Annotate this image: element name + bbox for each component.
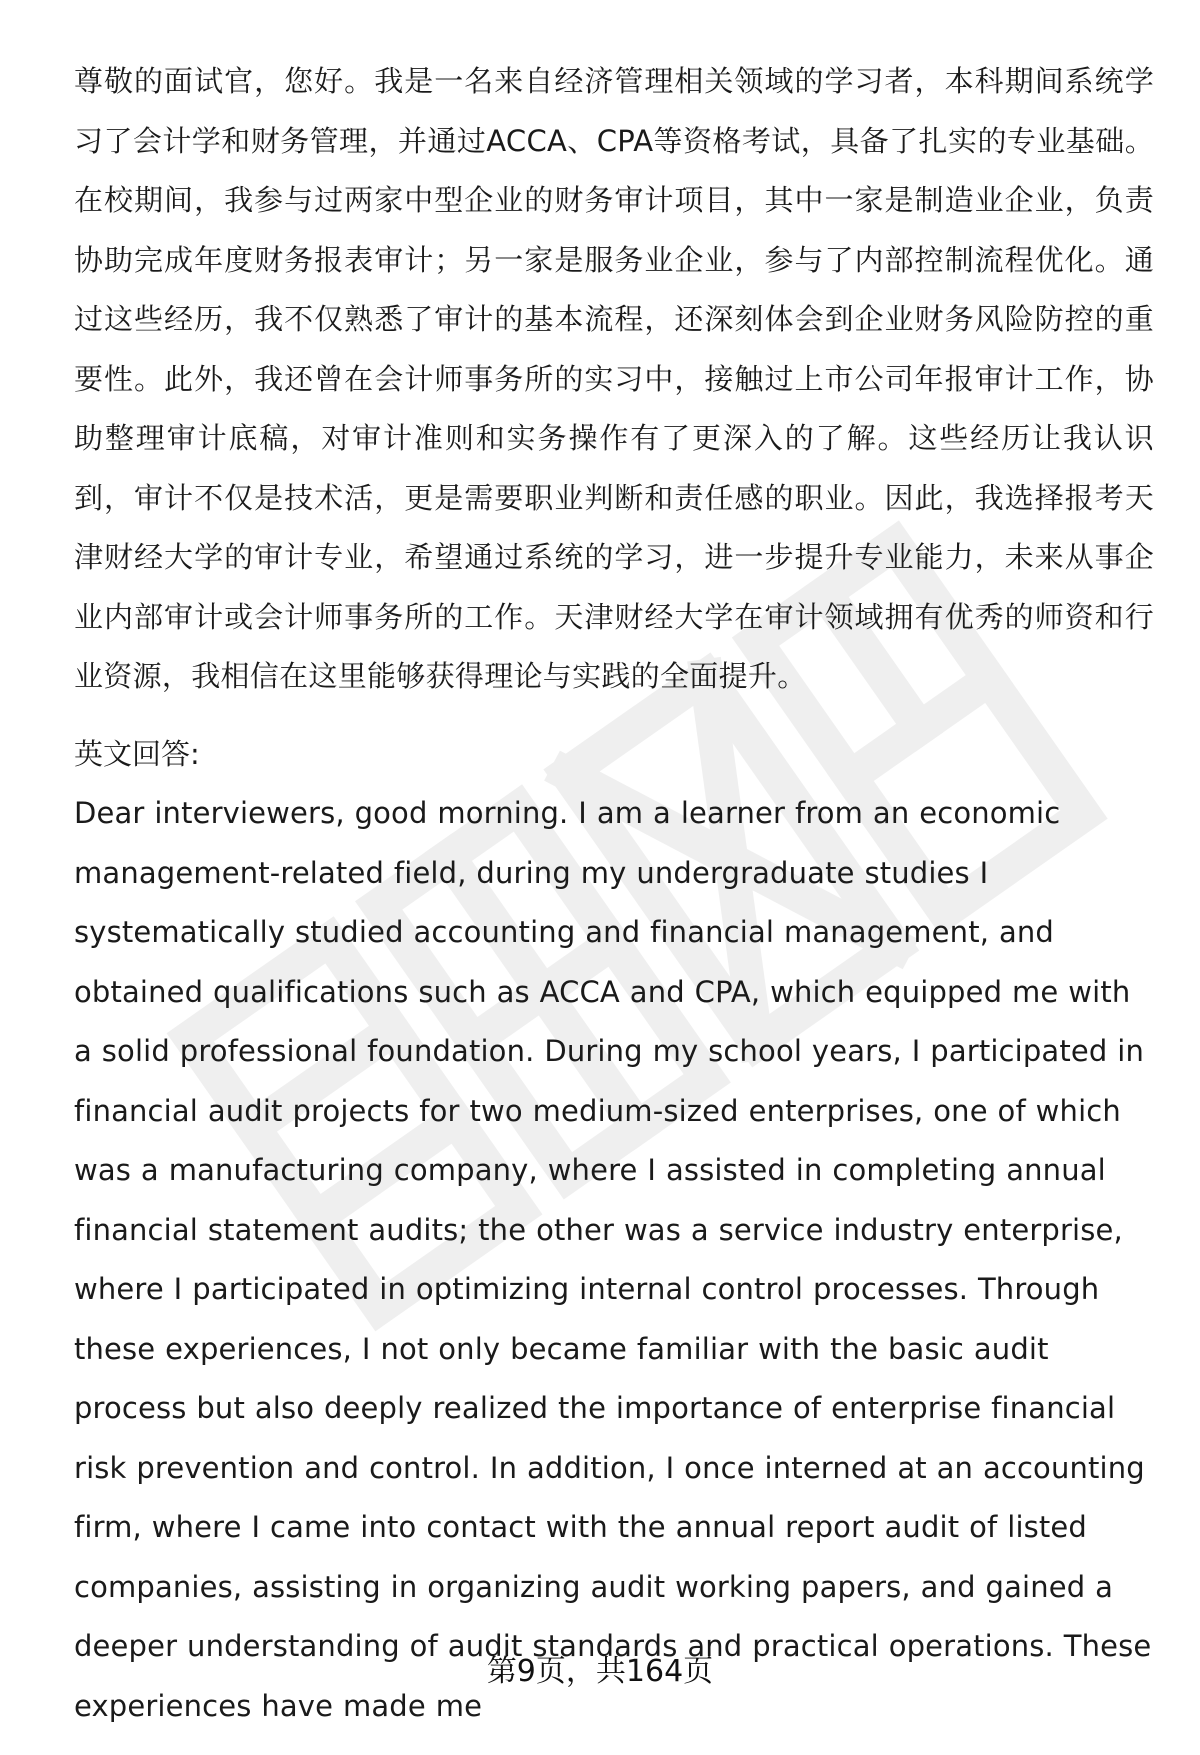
document-body [74,52,1154,1736]
page-number-footer: 第9页，共164页 [486,1654,714,1689]
english-answer-paragraph: Dear interviewers, good morning. I am a learner from an economic management-related field, during my undergraduate studies I systematically studied accounting and financial management, and obtained qualifications such as ACCA and CPA, which equipped me with a solid professional foundation. During my school years, I participated in financial audit projects for two medium-sized enterprises, one of which was a manufacturing company, where I assisted in completing annual financial statement audits; the other was a service industry enterprise, where I participated in optimizing internal control processes. Through these experiences, I not only became familiar with the basic audit process but also deeply realized the importance of enterprise financial risk prevention and control. In addition, I once interned at an accounting firm, where I came into contact with the annual report audit of listed companies, assisting in organizing audit working papers, and gained a deeper understanding of audit standards and practical operations. These experiences have made me [74,796,1152,1723]
english-answer-label: 英文回答: [74,736,200,771]
chinese-answer-paragraph: 尊敬的面试官，您好。我是一名来自经济管理相关领域的学习者，本科期间系统学习了会计学和财务管理，并通过ACCA、CPA等资格考试，具备了扎实的专业基础。在校期间，我参与过两家中型企业的财务审计项目，其中一家是制造业企业，负责协助完成年度财务报表审计；另一家是服务业企业，参与了内部控制流程优化。通过这些经历，我不仅熟悉了审计的基本流程，还深刻体会到企业财务风险防控的重要性。此外，我还曾在会计师事务所的实习中，接触过上市公司年报审计工作，协助整理审计底稿，对审计准则和实务操作有了更深入的了解。这些经历让我认识到，审计不仅是技术活，更是需要职业判断和责任感的职业。因此，我选择报考天津财经大学的审计专业，希望通过系统的学习，进一步提升专业能力，未来从事企业内部审计或会计师事务所的工作。天津财经大学在审计领域拥有优秀的师资和行业资源，我相信在这里能够获得理论与实践的全面提升。 [74,64,1154,693]
